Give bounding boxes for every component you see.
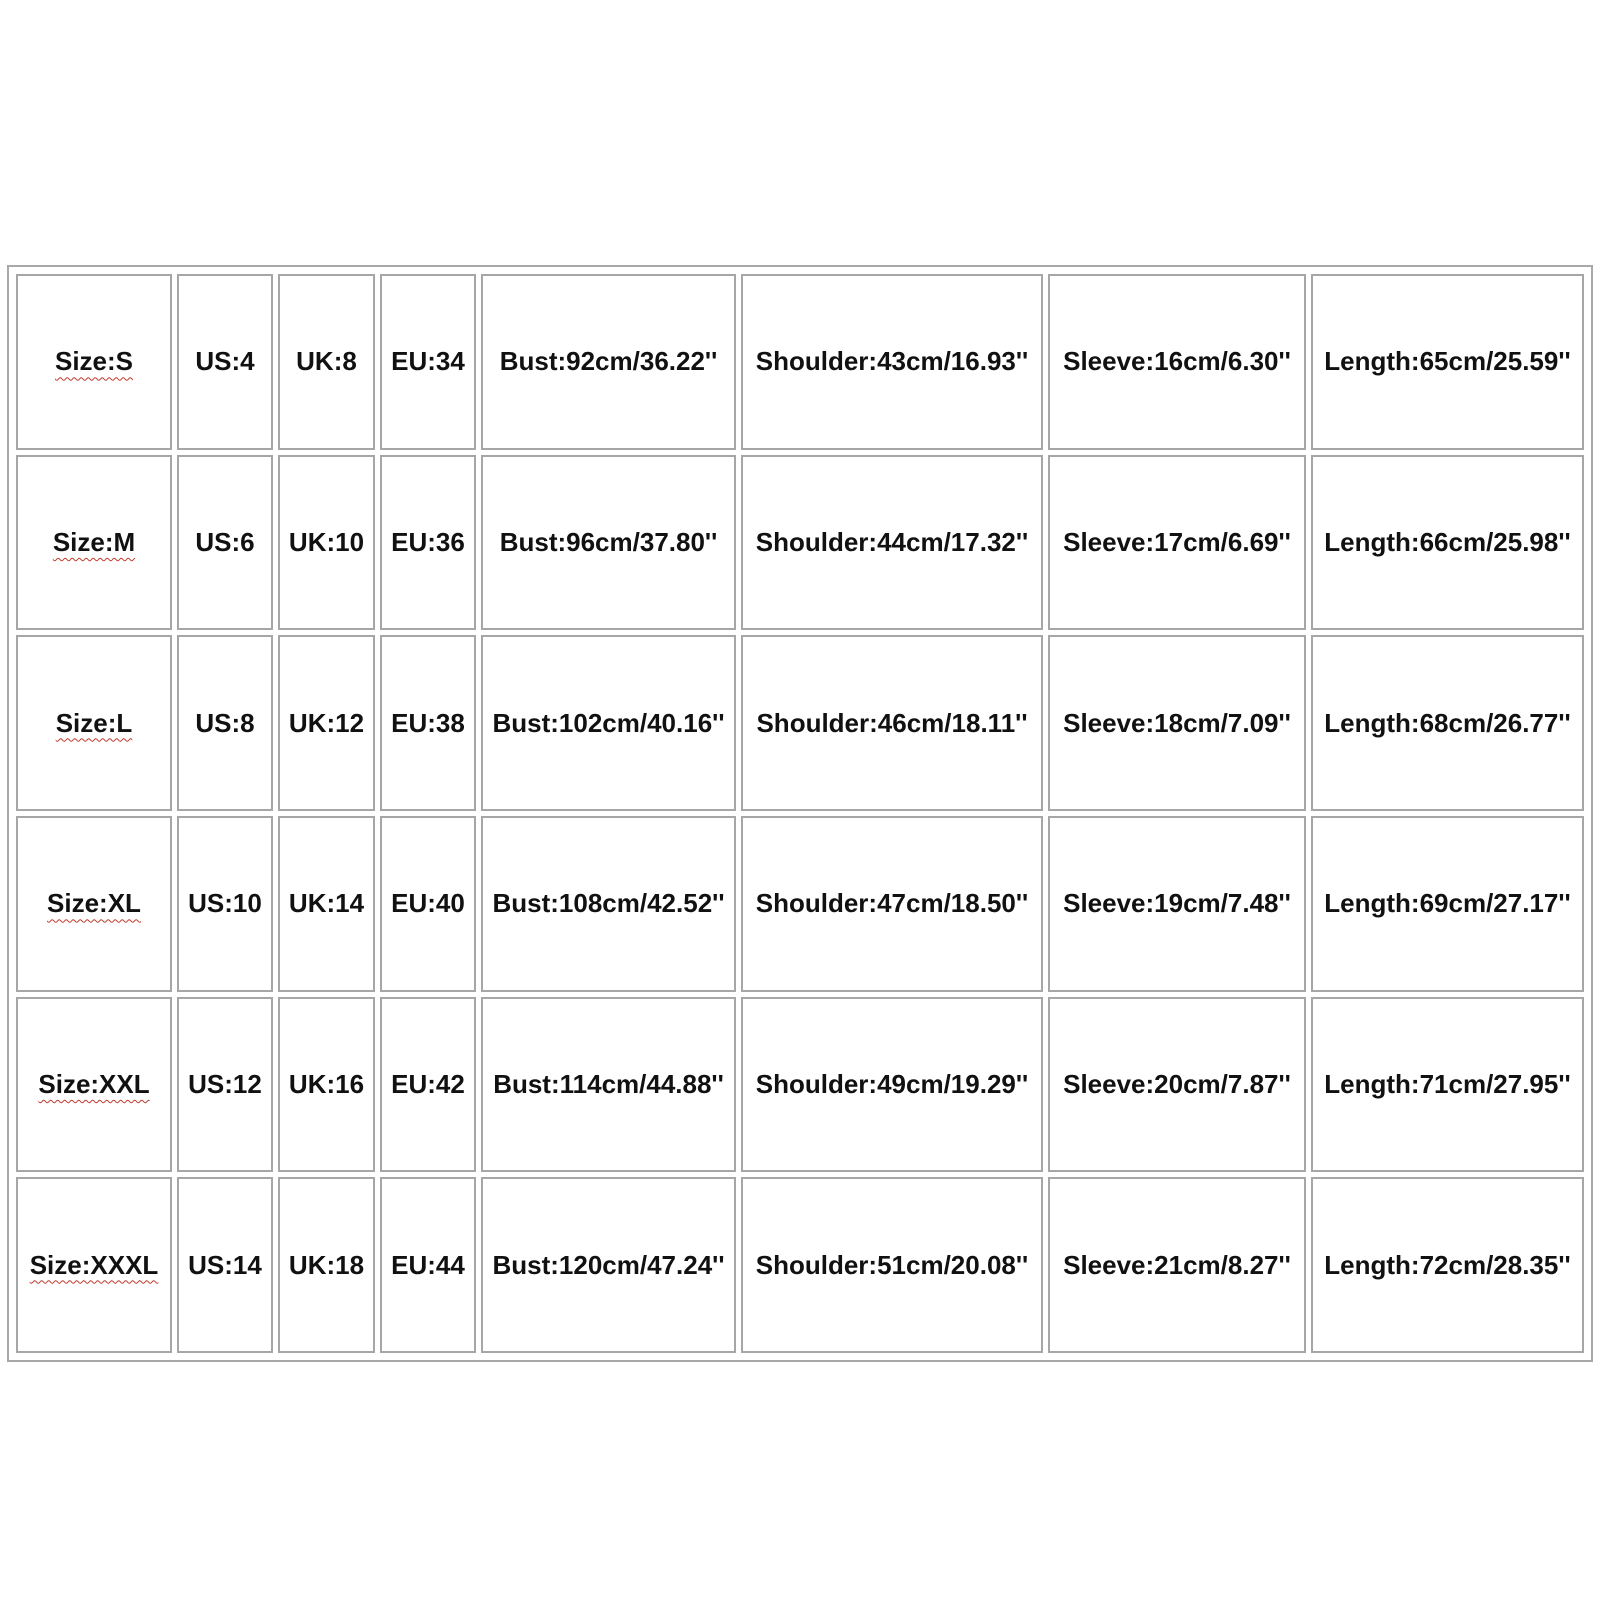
size-chart-table — [11, 269, 1589, 1358]
shoulder-cell-text: Shoulder:51cm/20.08'' — [755, 1249, 1029, 1280]
eu-size-cell-text: EU:42 — [391, 1068, 465, 1099]
shoulder-cell-text: Shoulder:44cm/17.32'' — [755, 526, 1029, 557]
size-cell-text: Size:XXL — [38, 1068, 150, 1099]
length-cell-text: Length:71cm/27.95'' — [1324, 1068, 1571, 1099]
sleeve-cell-text: Sleeve:19cm/7.48'' — [1063, 888, 1291, 919]
uk-size-cell-text: UK:8 — [296, 346, 357, 377]
table-row — [16, 274, 1584, 450]
uk-size-cell — [278, 1177, 375, 1353]
size-cell-text: Size:XL — [47, 888, 141, 919]
eu-size-cell — [380, 274, 476, 450]
eu-size-cell — [380, 816, 476, 992]
uk-size-cell — [278, 635, 375, 811]
eu-size-cell-text: EU:34 — [391, 346, 465, 377]
table-row — [16, 816, 1584, 992]
shoulder-cell-text: Shoulder:46cm/18.11'' — [756, 707, 1028, 738]
us-size-cell-text: US:6 — [195, 526, 255, 557]
shoulder-cell — [741, 1177, 1043, 1353]
length-cell-text: Length:68cm/26.77'' — [1324, 707, 1571, 738]
eu-size-cell-text: EU:38 — [391, 707, 465, 738]
length-cell-text: Length:72cm/28.35'' — [1324, 1249, 1571, 1280]
eu-size-cell-text: EU:40 — [391, 888, 465, 919]
size-cell — [16, 455, 172, 631]
bust-cell — [481, 997, 736, 1173]
sleeve-cell — [1048, 455, 1306, 631]
us-size-cell-text: US:8 — [195, 707, 255, 738]
size-cell-text: Size:XXXL — [29, 1249, 159, 1280]
length-cell-text: Length:69cm/27.17'' — [1324, 888, 1571, 919]
us-size-cell — [177, 635, 273, 811]
length-cell — [1311, 816, 1584, 992]
bust-cell-text: Bust:114cm/44.88'' — [493, 1068, 724, 1099]
shoulder-cell — [741, 635, 1043, 811]
us-size-cell-text: US:12 — [188, 1068, 262, 1099]
uk-size-cell-text: UK:12 — [288, 707, 365, 738]
bust-cell-text: Bust:96cm/37.80'' — [499, 526, 718, 557]
size-cell-text: Size:L — [55, 707, 133, 738]
uk-size-cell-text: UK:16 — [288, 1068, 365, 1099]
size-cell — [16, 816, 172, 992]
sleeve-cell-text: Sleeve:16cm/6.30'' — [1063, 346, 1291, 377]
uk-size-cell — [278, 816, 375, 992]
bust-cell-text: Bust:120cm/47.24'' — [492, 1249, 725, 1280]
shoulder-cell — [741, 455, 1043, 631]
table-row — [16, 1177, 1584, 1353]
sleeve-cell-text: Sleeve:21cm/8.27'' — [1063, 1249, 1291, 1280]
length-cell-text: Length:65cm/25.59'' — [1324, 346, 1571, 377]
size-cell-text: Size:S — [54, 346, 134, 377]
shoulder-cell — [741, 274, 1043, 450]
length-cell — [1311, 274, 1584, 450]
us-size-cell — [177, 455, 273, 631]
length-cell — [1311, 1177, 1584, 1353]
shoulder-cell — [741, 816, 1043, 992]
us-size-cell — [177, 1177, 273, 1353]
uk-size-cell — [278, 455, 375, 631]
uk-size-cell — [278, 997, 375, 1173]
sleeve-cell-text: Sleeve:20cm/7.87'' — [1063, 1068, 1291, 1099]
bust-cell-text: Bust:108cm/42.52'' — [492, 888, 725, 919]
size-cell — [16, 997, 172, 1173]
sleeve-cell — [1048, 816, 1306, 992]
size-chart-table-frame — [7, 265, 1593, 1362]
size-cell-text: Size:M — [52, 526, 136, 557]
size-cell — [16, 635, 172, 811]
sleeve-cell — [1048, 635, 1306, 811]
eu-size-cell — [380, 1177, 476, 1353]
us-size-cell-text: US:4 — [195, 346, 255, 377]
sleeve-cell — [1048, 1177, 1306, 1353]
shoulder-cell-text: Shoulder:49cm/19.29'' — [755, 1068, 1029, 1099]
shoulder-cell — [741, 997, 1043, 1173]
size-cell — [16, 274, 172, 450]
bust-cell — [481, 1177, 736, 1353]
us-size-cell-text: US:10 — [188, 888, 262, 919]
length-cell — [1311, 455, 1584, 631]
size-cell — [16, 1177, 172, 1353]
bust-cell-text: Bust:102cm/40.16'' — [492, 707, 725, 738]
size-chart-body — [16, 274, 1584, 1353]
uk-size-cell-text: UK:18 — [288, 1249, 365, 1280]
uk-size-cell-text: UK:14 — [288, 888, 365, 919]
table-row — [16, 455, 1584, 631]
sleeve-cell-text: Sleeve:18cm/7.09'' — [1063, 707, 1291, 738]
bust-cell — [481, 274, 736, 450]
us-size-cell — [177, 997, 273, 1173]
shoulder-cell-text: Shoulder:43cm/16.93'' — [755, 346, 1029, 377]
us-size-cell-text: US:14 — [188, 1249, 262, 1280]
bust-cell — [481, 635, 736, 811]
eu-size-cell-text: EU:36 — [391, 526, 465, 557]
us-size-cell — [177, 816, 273, 992]
length-cell — [1311, 635, 1584, 811]
table-row — [16, 635, 1584, 811]
sleeve-cell — [1048, 997, 1306, 1173]
table-row — [16, 997, 1584, 1173]
uk-size-cell — [278, 274, 375, 450]
sleeve-cell-text: Sleeve:17cm/6.69'' — [1063, 526, 1291, 557]
eu-size-cell — [380, 635, 476, 811]
eu-size-cell-text: EU:44 — [391, 1249, 465, 1280]
eu-size-cell — [380, 997, 476, 1173]
us-size-cell — [177, 274, 273, 450]
length-cell — [1311, 997, 1584, 1173]
bust-cell — [481, 455, 736, 631]
bust-cell — [481, 816, 736, 992]
sleeve-cell — [1048, 274, 1306, 450]
length-cell-text: Length:66cm/25.98'' — [1324, 526, 1571, 557]
bust-cell-text: Bust:92cm/36.22'' — [499, 346, 718, 377]
shoulder-cell-text: Shoulder:47cm/18.50'' — [755, 888, 1029, 919]
eu-size-cell — [380, 455, 476, 631]
uk-size-cell-text: UK:10 — [288, 526, 365, 557]
